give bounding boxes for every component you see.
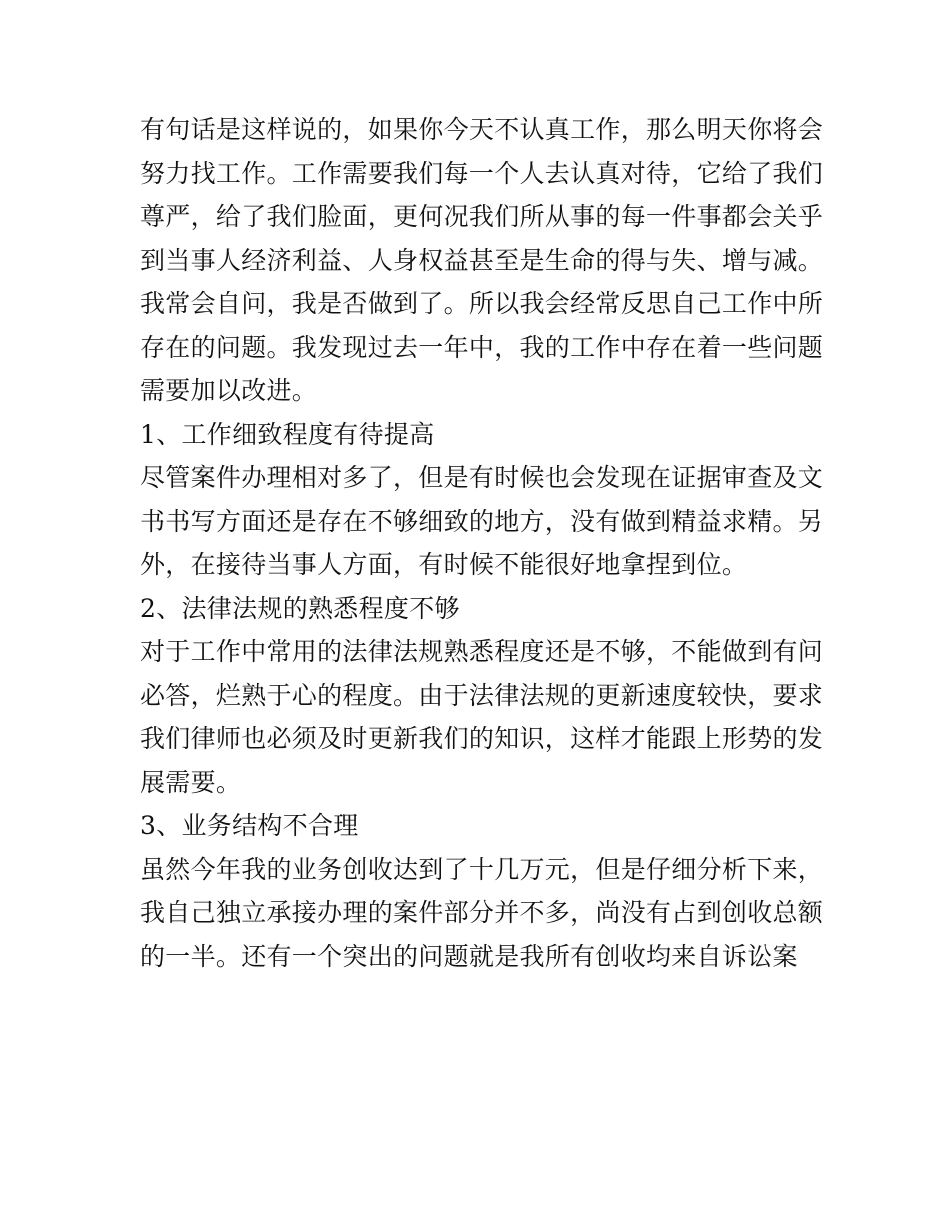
paragraph-line: 到当事人经济利益、人身权益甚至是生命的得与失、增与减。 [140,245,824,275]
section-heading: 1、工作细致程度有待提高 [140,419,435,449]
section-heading: 2、法律法规的熟悉程度不够 [140,593,460,623]
paragraph-line: 我们律师也必须及时更新我们的知识，这样才能跟上形势的发 [140,724,824,753]
paragraph-line: 外，在接待当事人方面，有时候不能很好地拿捏到位。 [140,550,748,579]
paragraph-line: 我常会自问，我是否做到了。所以我会经常反思自己工作中所 [140,289,824,318]
paragraph-line: 尊严，给了我们脸面，更何况我们所从事的每一件事都会关乎 [140,202,824,231]
paragraph-line: 存在的问题。我发现过去一年中，我的工作中存在着一些问题 [140,332,824,362]
paragraph-line: 必答，烂熟于心的程度。由于法律法规的更新速度较快，要求 [140,680,824,710]
paragraph-line: 的一半。还有一个突出的问题就是我所有创收均来自诉讼案 [140,941,798,971]
paragraph-line: 有句话是这样说的，如果你今天不认真工作，那么明天你将会 [140,115,824,144]
paragraph-line: 我自己独立承接办理的案件部分并不多，尚没有占到创收总额 [140,898,824,927]
paragraph-line: 努力找工作。工作需要我们每一个人去认真对待，它给了我们 [140,158,824,188]
paragraph-line: 需要加以改进。 [140,376,318,405]
paragraph-line: 展需要。 [140,767,242,797]
document-body [140,108,824,978]
paragraph-line: 虽然今年我的业务创收达到了十几万元，但是仔细分析下来， [140,854,824,884]
section-heading: 3、业务结构不合理 [140,811,359,840]
paragraph-line: 对于工作中常用的法律法规熟悉程度还是不够，不能做到有问 [140,637,824,666]
paragraph-line: 书书写方面还是存在不够细致的地方，没有做到精益求精。另 [140,506,824,536]
paragraph-line: 尽管案件办理相对多了，但是有时候也会发现在证据审查及文 [140,463,824,492]
